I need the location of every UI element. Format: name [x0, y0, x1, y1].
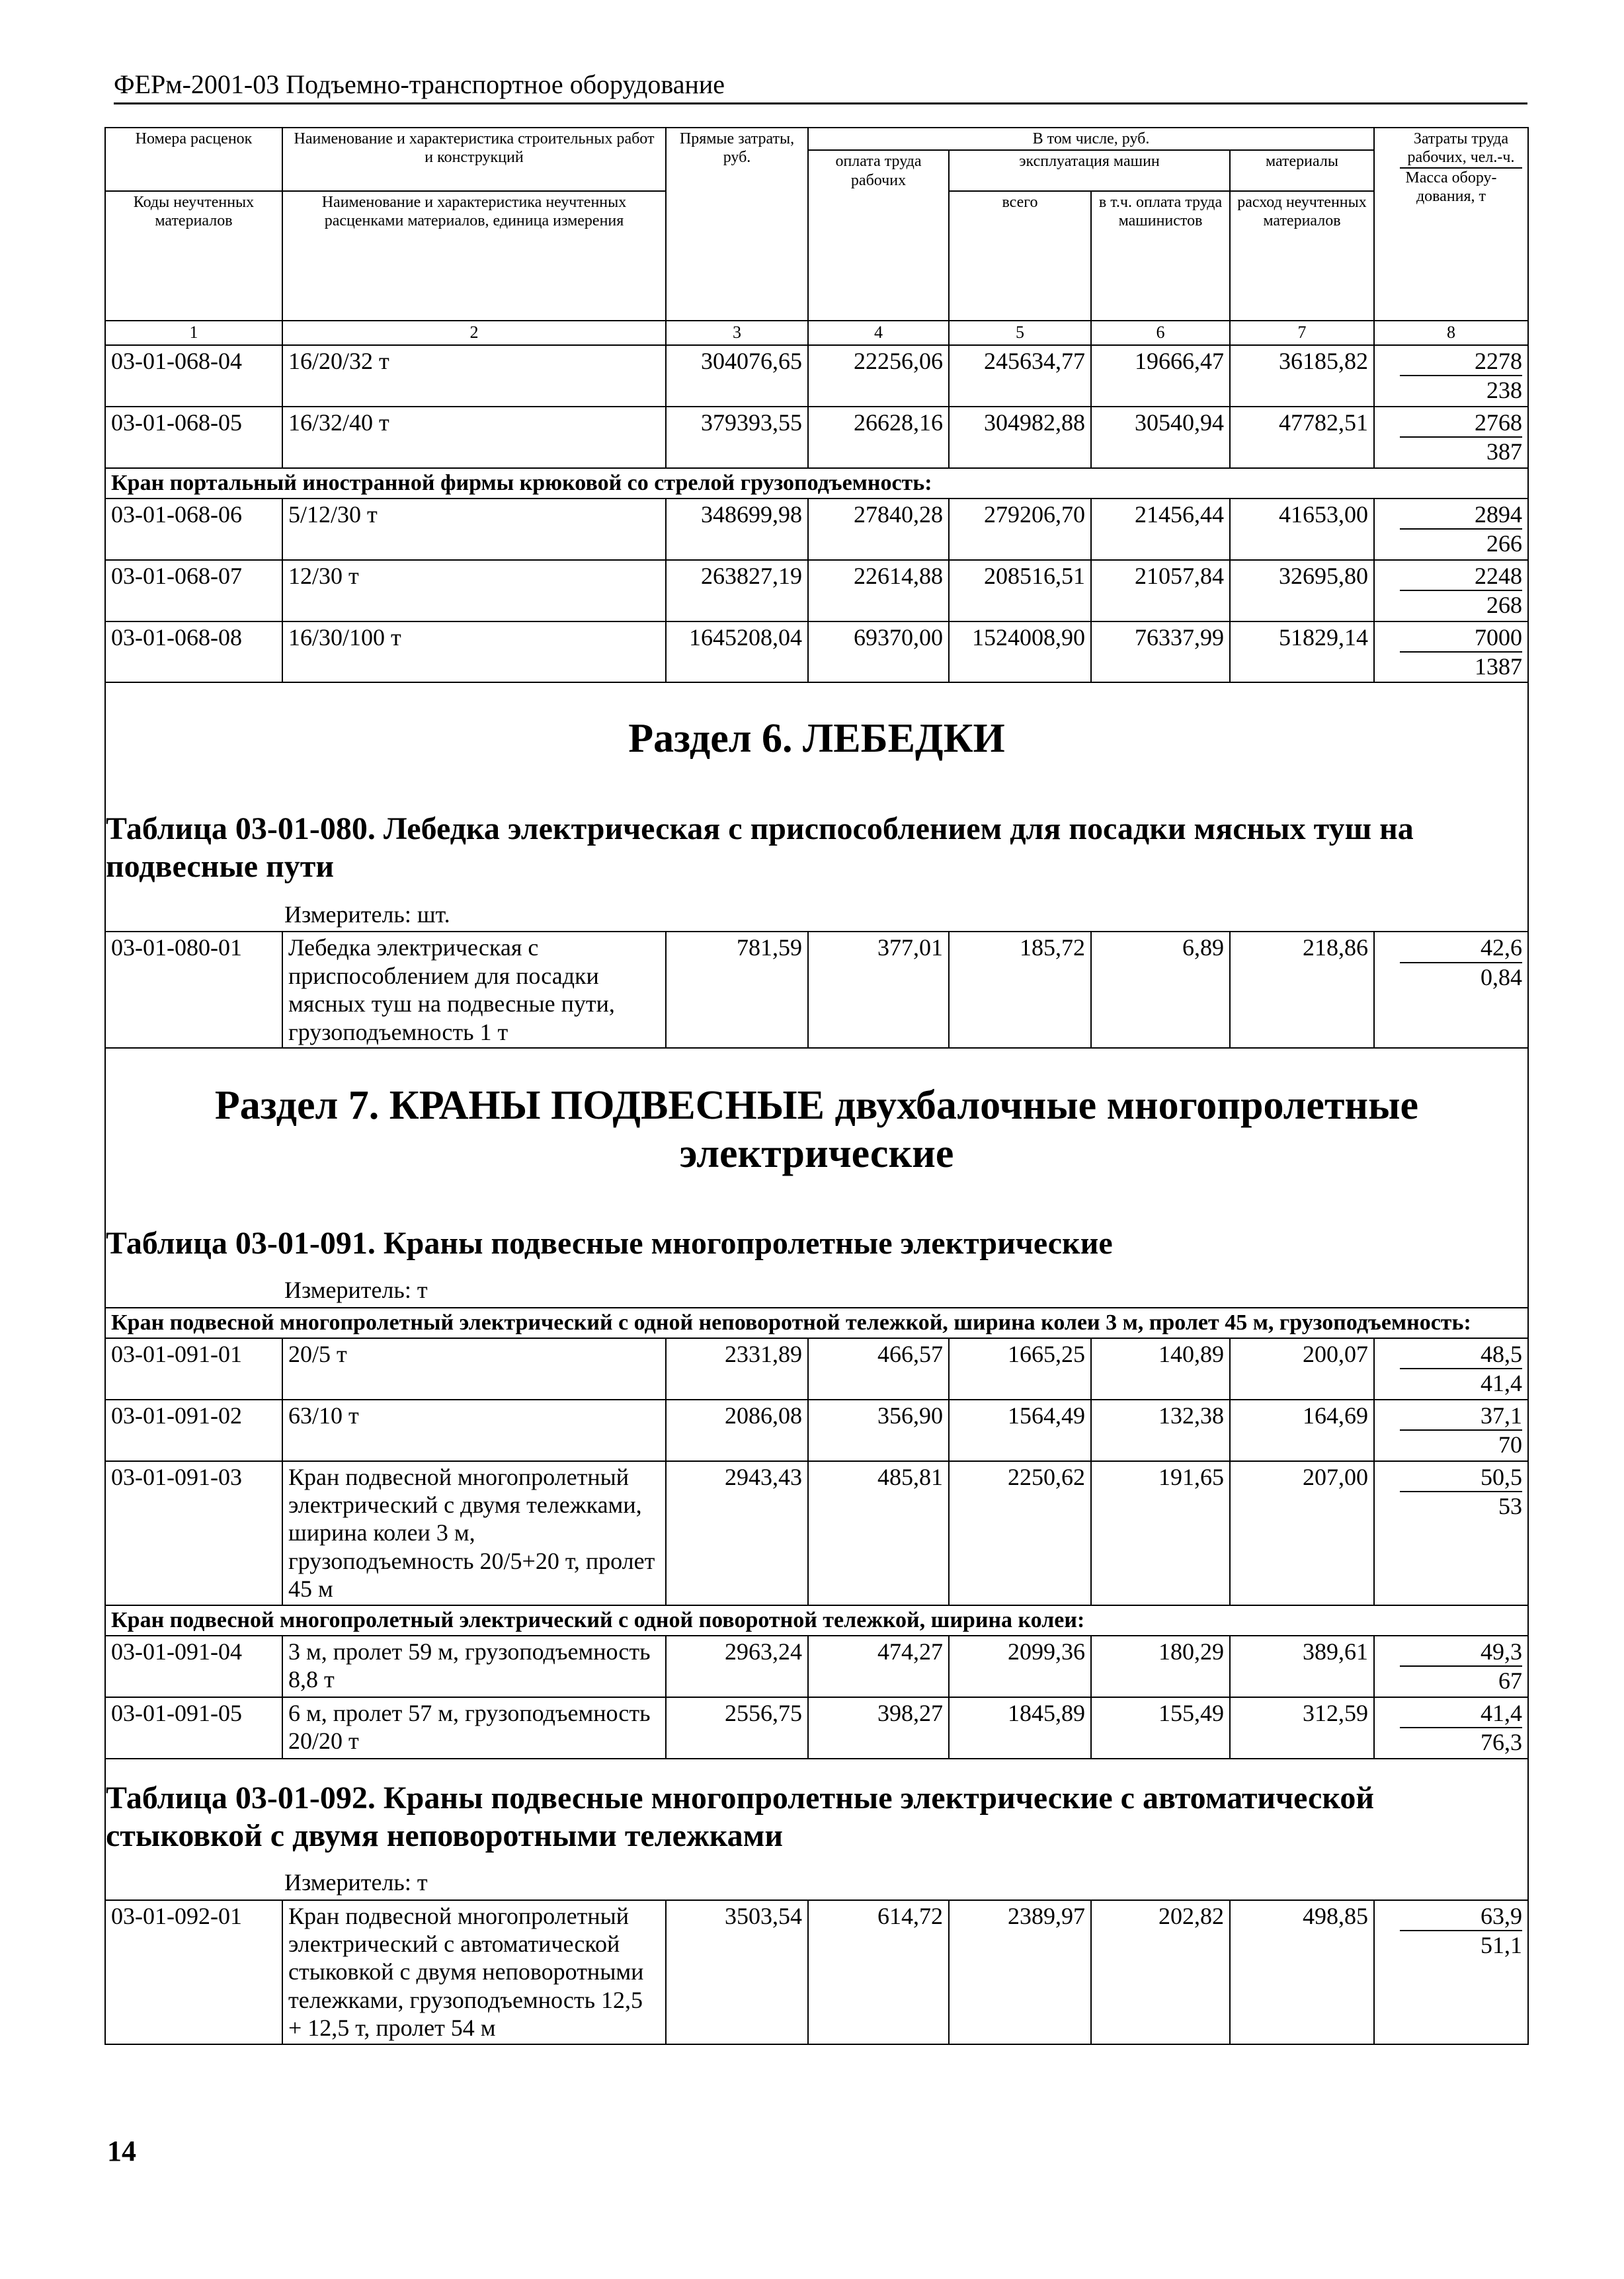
- section-block: [105, 1759, 1528, 1900]
- section-title: Раздел 6. ЛЕБЕДКИ: [628, 716, 1005, 762]
- section-block: [105, 1048, 1528, 1307]
- col-vtom: В том числе, руб.: [808, 128, 1374, 150]
- col-zatraty: Затраты труда рабочих, чел.-ч.: [1400, 130, 1522, 169]
- table-row: 03-01-068-05 16/32/40 т 379393,55 26628,16 304982,88 30540,94 47782,51 2768 387: [105, 407, 1528, 468]
- rates-table: [104, 127, 1529, 2045]
- table-row: 03-01-068-07 12/30 т 263827,19 22614,88 208516,51 21057,84 32695,80 2248 268: [105, 560, 1528, 621]
- col-materialy: материалы: [1230, 150, 1374, 191]
- table-row: 03-01-068-04 16/20/32 т 304076,65 22256,06 245634,77 19666,47 36185,82 2278 238: [105, 345, 1528, 407]
- col-naim2: Наименование и характеристика неучтенных расценками материалов, единица измерения: [282, 191, 666, 321]
- col-nomera: Номера расценок: [105, 128, 282, 191]
- table-title: Таблица 03-01-092. Краны подвесные многопролетные электрические с автоматической стыковкой с двумя неповоротными тележками: [106, 1780, 1375, 1854]
- table-row: 03-01-092-01 Кран подвесной многопролетный электрический с автоматической стыковкой с двумя неповоротными тележками, грузоподъемность 12,5 + 12,5 т, пролет 54 м 3503,54 614,72 2389,97 202,82 498,85 63,9 51,1: [105, 1900, 1528, 2044]
- column-numbers-row: 1 2 3 4 5 6 7 8: [105, 321, 1528, 345]
- col-vtch: в т.ч. оплата труда машинистов: [1091, 191, 1230, 321]
- table-row: 03-01-068-08 16/30/100 т 1645208,04 69370,00 1524008,90 76337,99 51829,14 7000 1387: [105, 621, 1528, 683]
- page-header: ФЕРм-2001-03 Подъемно-транспортное оборудование: [114, 69, 1527, 104]
- section-title: Раздел 7. КРАНЫ ПОДВЕСНЫЕ двухбалочные многопролетные электрические: [214, 1083, 1419, 1177]
- col-naim1: Наименование и характеристика строительных работ и конструкций: [282, 128, 666, 191]
- group-row: Кран подвесной многопролетный электрический с одной неповоротной тележкой, ширина колеи 3 м, пролет 45 м, грузоподъемность:: [105, 1308, 1528, 1338]
- section-block: [105, 682, 1528, 932]
- table-row: 03-01-091-02 63/10 т 2086,08 356,90 1564,49 132,38 164,69 37,1 70: [105, 1400, 1528, 1461]
- col-massa: Масса обору-дования, т: [1405, 169, 1497, 205]
- group-row: Кран подвесной многопролетный электрический с одной поворотной тележкой, ширина колеи:: [105, 1605, 1528, 1636]
- col-rashod: расход неучтенных материалов: [1230, 191, 1374, 321]
- col-oplata: оплата труда рабочих: [808, 150, 949, 321]
- table-row: 03-01-091-01 20/5 т 2331,89 466,57 1665,25 140,89 200,07 48,5 41,4: [105, 1338, 1528, 1400]
- unit-label: Измеритель: т: [284, 1277, 428, 1304]
- col-zatraty-massa: [1374, 128, 1528, 321]
- col-kody: Коды неучтенных материалов: [105, 191, 282, 321]
- table-row: 03-01-068-06 5/12/30 т 348699,98 27840,28 279206,70 21456,44 41653,00 2894 266: [105, 499, 1528, 560]
- group-row: Кран портальный иностранной фирмы крюковой со стрелой грузоподъемность:: [105, 468, 1528, 499]
- table-row: 03-01-091-05 6 м, пролет 57 м, грузоподъемность 20/20 т 2556,75 398,27 1845,89 155,49 312,59 41,4 76,3: [105, 1697, 1528, 1759]
- table-row: 03-01-091-03 Кран подвесной многопролетный электрический с двумя тележками, ширина колеи 3 м, грузоподъемность 20/5+20 т, пролет 45 м 2943,43 485,81 2250,62 191,65 207,00 50,5 53: [105, 1461, 1528, 1605]
- table-title: Таблица 03-01-091. Краны подвесные многопролетные электрические: [106, 1226, 1113, 1261]
- table-row: 03-01-080-01 Лебедка электрическая с приспособлением для посадки мясных туш на подвесные пути, грузоподъемность 1 т 781,59 377,01 185,72 6,89 218,86 42,6 0,84: [105, 932, 1528, 1048]
- unit-label: Измеритель: шт.: [284, 900, 450, 928]
- header-row: [105, 128, 1528, 150]
- table-row: 03-01-091-04 3 м, пролет 59 м, грузоподъемность 8,8 т 2963,24 474,27 2099,36 180,29 389,61 49,3 67: [105, 1636, 1528, 1697]
- table-title: Таблица 03-01-080. Лебедка электрическая с приспособлением для посадки мясных туш на подвесные пути: [106, 811, 1414, 885]
- col-vsego: всего: [949, 191, 1091, 321]
- col-ekspl: эксплуатация машин: [949, 150, 1230, 191]
- page-number: 14: [107, 2135, 136, 2167]
- col-pryamye: Прямые затраты, руб.: [666, 128, 808, 321]
- unit-label: Измеритель: т: [284, 1869, 428, 1896]
